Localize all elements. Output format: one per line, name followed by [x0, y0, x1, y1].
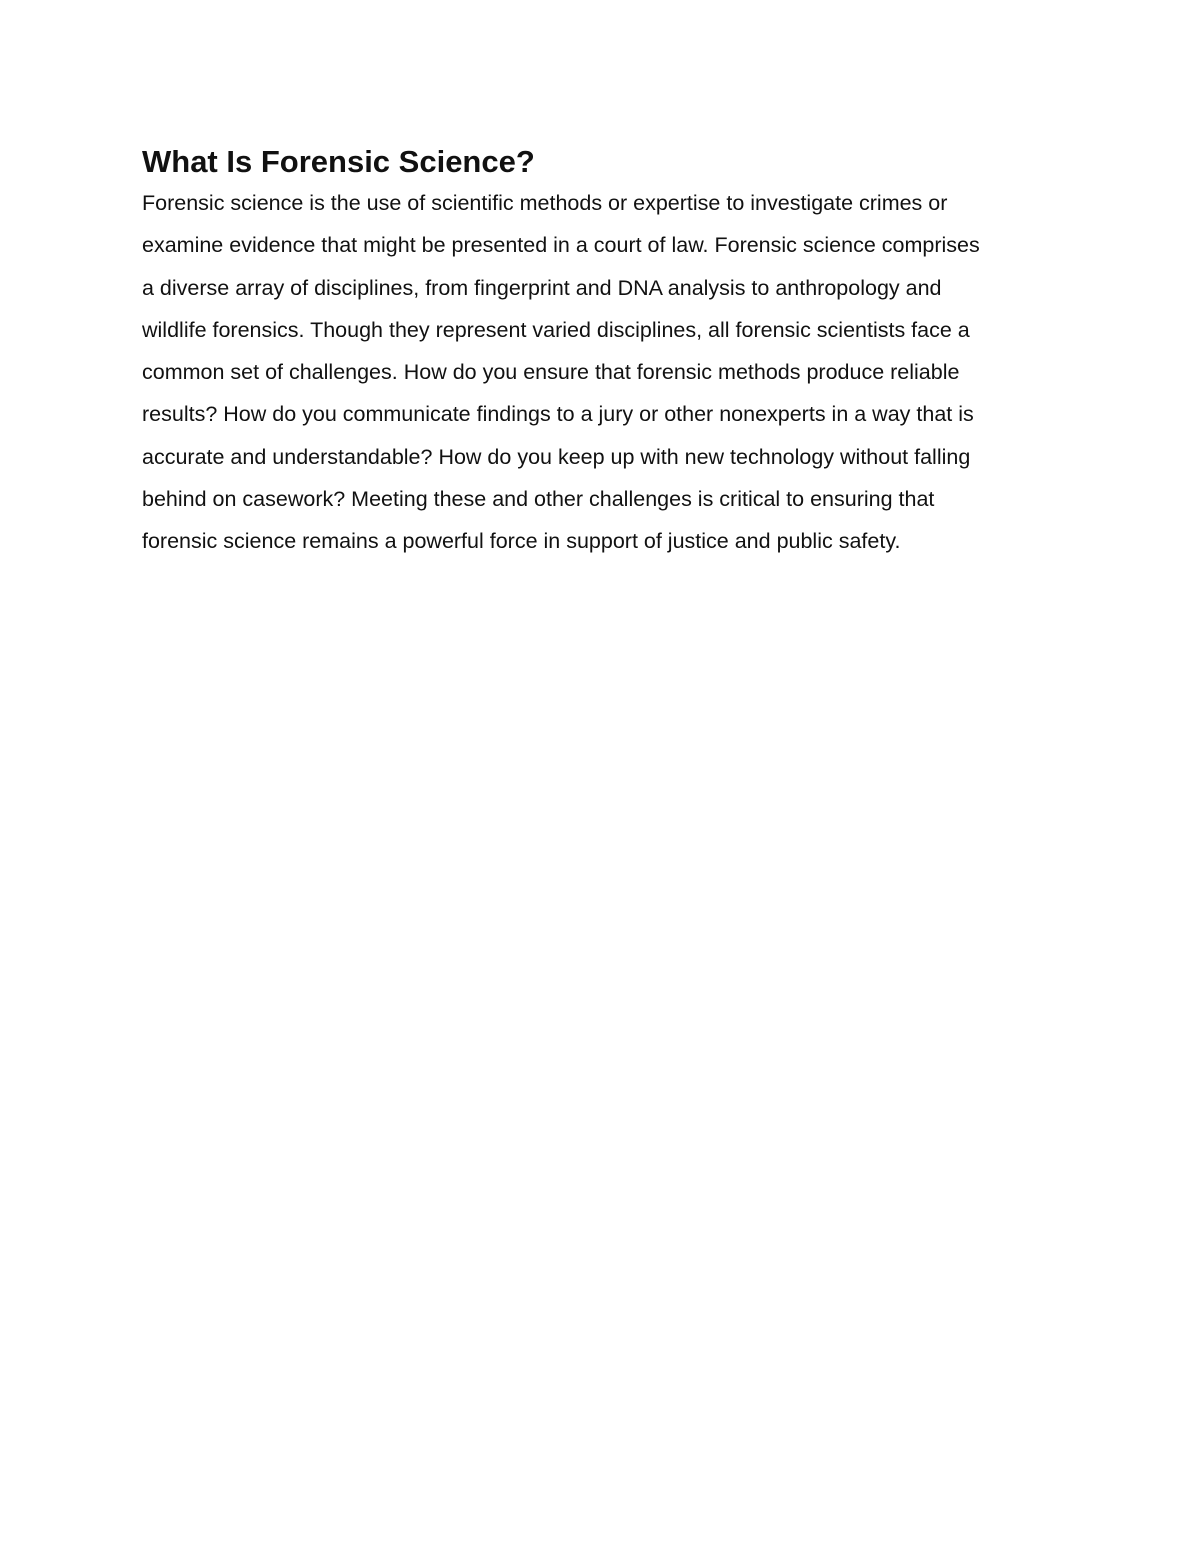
paragraph-line: results? How do you communicate findings to a jury or other nonexperts in a way that is — [142, 402, 974, 427]
paragraph-line: accurate and understandable? How do you keep up with new technology without falling — [142, 444, 971, 469]
body-paragraph — [142, 182, 1072, 563]
document-content — [142, 142, 1072, 563]
paragraph-line: wildlife forensics. Though they represent varied disciplines, all forensic scientists face a — [142, 317, 970, 342]
paragraph-line: Forensic science is the use of scientific methods or expertise to investigate crimes or — [142, 191, 948, 215]
paragraph-line: a diverse array of disciplines, from fingerprint and DNA analysis to anthropology and — [142, 275, 942, 300]
paragraph-line: common set of challenges. How do you ensure that forensic methods produce reliable — [142, 360, 960, 385]
paragraph-line: behind on casework? Meeting these and other challenges is critical to ensuring that — [142, 487, 935, 512]
paragraph-line: examine evidence that might be presented in a court of law. Forensic science comprises — [142, 233, 980, 258]
page-title: What Is Forensic Science? — [142, 144, 535, 179]
paragraph-line: forensic science remains a powerful force in support of justice and public safety. — [142, 529, 901, 554]
